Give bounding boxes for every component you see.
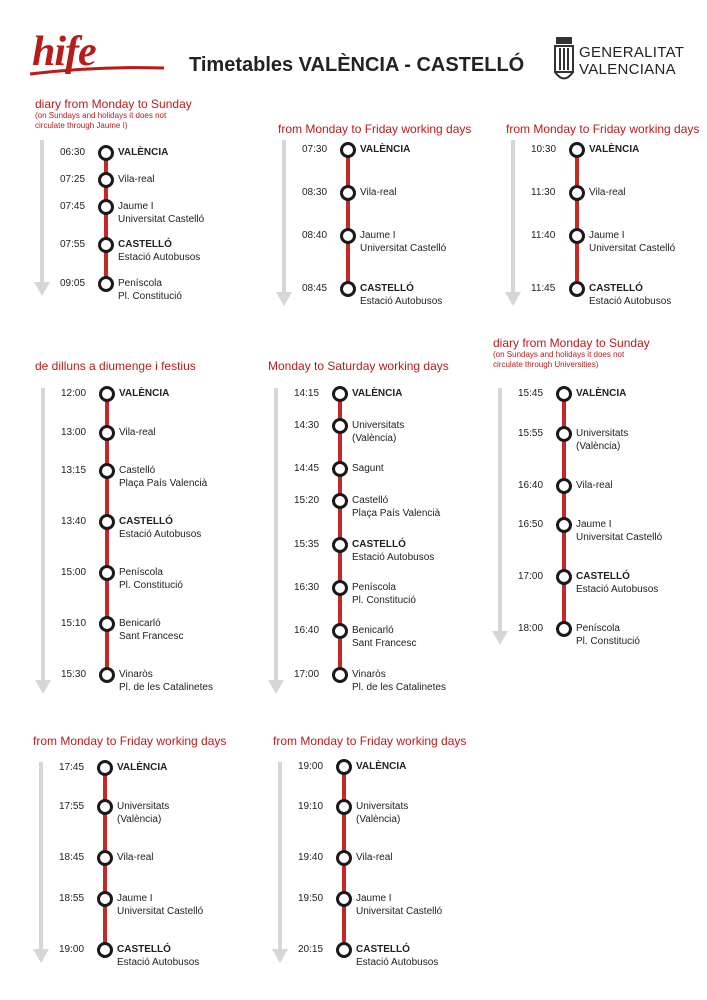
stop-name bbox=[117, 851, 154, 864]
timetable-heading bbox=[35, 359, 196, 373]
stop-name bbox=[117, 892, 203, 918]
arrow-head bbox=[492, 631, 508, 645]
stop-marker-icon bbox=[569, 142, 585, 158]
generalitat-logo bbox=[553, 35, 683, 87]
stop-name-main: VALÈNCIA bbox=[576, 388, 627, 399]
stop-name-sub: Estació Autobusos bbox=[117, 957, 200, 968]
stop-name-main: CASTELLÓ bbox=[119, 516, 173, 527]
stop-name-sub: Universitat Castelló bbox=[576, 532, 663, 543]
stop-name bbox=[356, 800, 408, 826]
stop-marker-icon bbox=[97, 760, 113, 776]
stop-marker-icon bbox=[98, 145, 114, 161]
stop-name-sub: Universitat Castelló bbox=[117, 906, 204, 917]
stop-name-sub: (València) bbox=[576, 441, 621, 452]
stop-marker-icon bbox=[98, 276, 114, 292]
timetable-heading bbox=[493, 336, 650, 370]
stop-time: 19:50 bbox=[298, 893, 324, 904]
stop-marker-icon bbox=[97, 891, 113, 907]
stop-name-sub: Estació Autobusos bbox=[352, 552, 435, 563]
stop-name bbox=[117, 800, 169, 826]
stop-name-main: Peníscola bbox=[119, 567, 163, 578]
stop-time: 08:30 bbox=[302, 187, 328, 198]
stop-name-main: Vila-real bbox=[119, 427, 156, 438]
stop-marker-icon bbox=[556, 386, 572, 402]
stop-marker-icon bbox=[569, 185, 585, 201]
stop-name bbox=[589, 186, 626, 199]
stop-name bbox=[576, 570, 658, 596]
stop-marker-icon bbox=[336, 799, 352, 815]
page-title: Timetables VALÈNCIA - CASTELLÓ bbox=[189, 54, 525, 76]
arrow-head bbox=[34, 282, 50, 296]
stop-name-main: VALÈNCIA bbox=[360, 144, 411, 155]
stop-time: 13:00 bbox=[61, 427, 87, 438]
stop-name-main: VALÈNCIA bbox=[589, 144, 640, 155]
stop-time: 08:45 bbox=[302, 283, 328, 294]
stop-name-main: Vila-real bbox=[360, 187, 397, 198]
stop-name-sub: Estació Autobusos bbox=[589, 296, 672, 307]
stop-time: 17:45 bbox=[59, 762, 85, 773]
stop-name-sub: Universitat Castelló bbox=[356, 906, 443, 917]
stop-marker-icon bbox=[336, 891, 352, 907]
stop-name-main: Vila-real bbox=[356, 852, 393, 863]
stop-name bbox=[360, 229, 446, 255]
arrow-shaft bbox=[278, 762, 282, 951]
stop-time: 13:40 bbox=[61, 516, 87, 527]
timetable-heading bbox=[33, 734, 226, 748]
stop-name-sub: Pl. Constitució bbox=[352, 595, 416, 606]
stop-name-main: Vinaròs bbox=[352, 669, 386, 680]
stop-name-main: Castelló bbox=[352, 495, 389, 506]
stop-marker-icon bbox=[340, 142, 356, 158]
stop-name-main: CASTELLÓ bbox=[117, 944, 171, 955]
stop-name bbox=[118, 146, 168, 159]
stop-name-sub: Pl. de les Catalinetes bbox=[352, 682, 446, 693]
stop-time: 07:45 bbox=[60, 201, 86, 212]
stop-name-main: CASTELLÓ bbox=[118, 239, 172, 250]
stop-marker-icon bbox=[98, 237, 114, 253]
stop-name bbox=[119, 566, 183, 592]
stop-time: 16:50 bbox=[518, 519, 544, 530]
arrow-shaft bbox=[39, 762, 43, 951]
stop-name-sub: Estació Autobusos bbox=[576, 584, 659, 595]
stop-name bbox=[119, 515, 201, 541]
stop-name-main: Jaume I bbox=[360, 230, 396, 241]
stop-marker-icon bbox=[556, 426, 572, 442]
stop-time: 20:15 bbox=[298, 944, 324, 955]
stop-marker-icon bbox=[556, 478, 572, 494]
timetable-heading bbox=[278, 122, 471, 136]
stop-marker-icon bbox=[569, 281, 585, 297]
route-line bbox=[346, 150, 350, 289]
stop-time: 16:40 bbox=[294, 625, 320, 636]
stop-name bbox=[119, 464, 207, 490]
timetable-heading bbox=[35, 97, 192, 131]
stop-name-main: Benicarló bbox=[119, 618, 161, 629]
stop-name bbox=[118, 173, 155, 186]
stop-marker-icon bbox=[99, 565, 115, 581]
stop-time: 17:00 bbox=[518, 571, 544, 582]
stop-name-main: CASTELLÓ bbox=[352, 539, 406, 550]
stop-name-main: VALÈNCIA bbox=[118, 147, 169, 158]
stop-name bbox=[356, 851, 393, 864]
stop-name bbox=[118, 238, 200, 264]
stop-name-sub: Pl. Constitució bbox=[118, 291, 182, 302]
stop-marker-icon bbox=[340, 185, 356, 201]
timetable-title: diary from Monday to Sunday bbox=[35, 97, 192, 111]
timetable-note: circulate through Jaume I) bbox=[35, 121, 128, 130]
arrow-head bbox=[35, 680, 51, 694]
stop-name bbox=[352, 462, 384, 475]
stop-name-sub: Universitat Castelló bbox=[118, 214, 205, 225]
stop-marker-icon bbox=[336, 759, 352, 775]
timetable-heading bbox=[268, 359, 449, 373]
stop-name bbox=[589, 229, 675, 255]
stop-time: 16:40 bbox=[518, 480, 544, 491]
stop-name-main: Jaume I bbox=[356, 893, 392, 904]
stop-marker-icon bbox=[556, 569, 572, 585]
stop-name-main: VALÈNCIA bbox=[352, 388, 403, 399]
stop-name bbox=[117, 761, 167, 774]
stop-time: 11:45 bbox=[531, 283, 556, 294]
stop-time: 06:30 bbox=[60, 147, 86, 158]
stop-name-sub: Pl. Constitució bbox=[576, 636, 640, 647]
stop-name-main: VALÈNCIA bbox=[356, 761, 407, 772]
stop-marker-icon bbox=[556, 517, 572, 533]
stop-name-sub: (València) bbox=[356, 814, 401, 825]
arrow-head bbox=[33, 949, 49, 963]
stop-name-main: CASTELLÓ bbox=[356, 944, 410, 955]
timetable-title: from Monday to Friday working days bbox=[273, 734, 467, 748]
stop-name-main: CASTELLÓ bbox=[576, 571, 630, 582]
stop-name-main: Benicarló bbox=[352, 625, 394, 636]
arrow-shaft bbox=[498, 388, 502, 633]
stop-time: 19:40 bbox=[298, 852, 324, 863]
stop-name-sub: Estació Autobusos bbox=[356, 957, 439, 968]
stop-marker-icon bbox=[332, 418, 348, 434]
stop-time: 13:15 bbox=[61, 465, 87, 476]
timetable-title: from Monday to Friday working days bbox=[33, 734, 227, 748]
stop-time: 18:45 bbox=[59, 852, 85, 863]
stop-name bbox=[589, 143, 639, 156]
stop-name bbox=[119, 617, 183, 643]
stop-name-main: Universitats bbox=[356, 801, 409, 812]
stop-marker-icon bbox=[99, 425, 115, 441]
stop-name-main: Vila-real bbox=[117, 852, 154, 863]
stop-marker-icon bbox=[340, 228, 356, 244]
stop-time: 08:40 bbox=[302, 230, 328, 241]
stop-name bbox=[119, 668, 213, 694]
stop-marker-icon bbox=[99, 616, 115, 632]
stop-name bbox=[352, 668, 446, 694]
timetable-title: from Monday to Friday working days bbox=[278, 122, 472, 136]
stop-marker-icon bbox=[99, 463, 115, 479]
stop-name-main: Jaume I bbox=[117, 893, 153, 904]
stop-name bbox=[352, 387, 402, 400]
stop-name bbox=[360, 282, 442, 308]
stop-time: 07:25 bbox=[60, 174, 86, 185]
timetable-heading bbox=[273, 734, 466, 748]
arrow-head bbox=[276, 292, 292, 306]
stop-time: 14:45 bbox=[294, 463, 320, 474]
stop-name-main: Vinaròs bbox=[119, 669, 153, 680]
stop-name-sub: Sant Francesc bbox=[119, 631, 184, 642]
stop-time: 07:30 bbox=[302, 144, 328, 155]
stop-time: 19:00 bbox=[59, 944, 85, 955]
arrow-shaft bbox=[511, 140, 515, 294]
stop-name-main: Universitats bbox=[117, 801, 170, 812]
stop-marker-icon bbox=[332, 537, 348, 553]
stop-marker-icon bbox=[97, 850, 113, 866]
stop-name bbox=[352, 624, 416, 650]
stop-marker-icon bbox=[98, 199, 114, 215]
arrow-shaft bbox=[40, 140, 44, 284]
stop-time: 17:00 bbox=[294, 669, 320, 680]
coat-of-arms-icon bbox=[553, 35, 575, 85]
stop-time: 15:30 bbox=[61, 669, 87, 680]
stop-time: 15:20 bbox=[294, 495, 320, 506]
stop-marker-icon bbox=[98, 172, 114, 188]
gv-name-line1: GENERALITAT bbox=[579, 44, 685, 61]
stop-name-main: CASTELLÓ bbox=[589, 283, 643, 294]
stop-name-main: Peníscola bbox=[118, 278, 162, 289]
stop-name bbox=[119, 426, 156, 439]
stop-marker-icon bbox=[336, 942, 352, 958]
stop-name-sub: Sant Francesc bbox=[352, 638, 417, 649]
stop-name bbox=[589, 282, 671, 308]
stop-name-main: Vila-real bbox=[118, 174, 155, 185]
stop-name-main: CASTELLÓ bbox=[360, 283, 414, 294]
stop-name-main: Jaume I bbox=[576, 519, 612, 530]
stop-time: 16:30 bbox=[294, 582, 320, 593]
stop-name-sub: Estació Autobusos bbox=[119, 529, 202, 540]
route-line bbox=[575, 150, 579, 289]
stop-marker-icon bbox=[332, 386, 348, 402]
stop-name bbox=[356, 760, 406, 773]
stop-time: 19:10 bbox=[298, 801, 324, 812]
stop-name bbox=[118, 200, 204, 226]
timetable-note: (on Sundays and holidays it does not bbox=[493, 350, 625, 359]
timetable-note: circulate through Universities) bbox=[493, 360, 599, 369]
stop-marker-icon bbox=[336, 850, 352, 866]
timetable-title: from Monday to Friday working days bbox=[506, 122, 700, 136]
timetable-note: (on Sundays and holidays it does not bbox=[35, 111, 167, 120]
arrow-shaft bbox=[282, 140, 286, 294]
stop-name bbox=[356, 892, 442, 918]
stop-time: 14:30 bbox=[294, 420, 320, 431]
stop-name bbox=[576, 518, 662, 544]
stop-time: 18:55 bbox=[59, 893, 85, 904]
stop-marker-icon bbox=[569, 228, 585, 244]
stop-marker-icon bbox=[332, 461, 348, 477]
stop-time: 15:10 bbox=[61, 618, 87, 629]
stop-time: 15:35 bbox=[294, 539, 320, 550]
stop-name-main: Sagunt bbox=[352, 463, 384, 474]
arrow-head bbox=[268, 680, 284, 694]
stop-time: 14:15 bbox=[294, 388, 320, 399]
stop-name bbox=[352, 581, 416, 607]
stop-time: 17:55 bbox=[59, 801, 85, 812]
stop-name-sub: Estació Autobusos bbox=[118, 252, 201, 263]
stop-name bbox=[356, 943, 438, 969]
stop-marker-icon bbox=[99, 514, 115, 530]
stop-marker-icon bbox=[97, 799, 113, 815]
stop-time: 18:00 bbox=[518, 623, 544, 634]
stop-name-main: Vila-real bbox=[589, 187, 626, 198]
stop-name bbox=[360, 143, 410, 156]
stop-marker-icon bbox=[340, 281, 356, 297]
timetable-title: diary from Monday to Sunday bbox=[493, 336, 650, 350]
stop-time: 11:40 bbox=[531, 230, 556, 241]
stop-name-main: Peníscola bbox=[352, 582, 396, 593]
stop-name bbox=[118, 277, 182, 303]
stop-marker-icon bbox=[332, 623, 348, 639]
stop-time: 09:05 bbox=[60, 278, 86, 289]
stop-name bbox=[576, 387, 626, 400]
timetable-heading bbox=[506, 122, 699, 136]
stop-name bbox=[576, 622, 640, 648]
stop-time: 10:30 bbox=[531, 144, 557, 155]
stop-time: 12:00 bbox=[61, 388, 87, 399]
stop-time: 15:55 bbox=[518, 428, 544, 439]
stop-name-main: VALÈNCIA bbox=[119, 388, 170, 399]
stop-name-sub: Estació Autobusos bbox=[360, 296, 443, 307]
stop-name bbox=[119, 387, 169, 400]
stop-name bbox=[352, 538, 434, 564]
stop-name-main: Peníscola bbox=[576, 623, 620, 634]
stop-name bbox=[117, 943, 199, 969]
stop-marker-icon bbox=[99, 667, 115, 683]
stop-name-main: Universitats bbox=[576, 428, 629, 439]
stop-time: 15:00 bbox=[61, 567, 87, 578]
stop-time: 11:30 bbox=[531, 187, 556, 198]
stop-marker-icon bbox=[332, 667, 348, 683]
stop-time: 07:55 bbox=[60, 239, 86, 250]
timetable-title: de dilluns a diumenge i festius bbox=[35, 359, 196, 373]
stop-marker-icon bbox=[99, 386, 115, 402]
stop-name-sub: Pl. Constitució bbox=[119, 580, 183, 591]
stop-name-sub: Universitat Castelló bbox=[360, 243, 447, 254]
stop-marker-icon bbox=[332, 493, 348, 509]
stop-name bbox=[576, 479, 613, 492]
arrow-shaft bbox=[274, 388, 278, 682]
stop-name-sub: (València) bbox=[352, 433, 397, 444]
stop-name-main: Jaume I bbox=[118, 201, 154, 212]
stop-name-sub: (València) bbox=[117, 814, 162, 825]
stop-name bbox=[352, 419, 404, 445]
stop-time: 19:00 bbox=[298, 761, 324, 772]
gv-name-line2: VALENCIANA bbox=[579, 61, 676, 78]
stop-time: 15:45 bbox=[518, 388, 544, 399]
stop-name-main: VALÈNCIA bbox=[117, 762, 168, 773]
stop-name-sub: Plaça País Valencià bbox=[352, 508, 441, 519]
stop-name bbox=[576, 427, 628, 453]
hife-logo bbox=[28, 28, 168, 80]
stop-name-sub: Plaça País Valencià bbox=[119, 478, 208, 489]
stop-name-sub: Pl. de les Catalinetes bbox=[119, 682, 213, 693]
timetable-title: Monday to Saturday working days bbox=[268, 359, 449, 373]
stop-name-main: Universitats bbox=[352, 420, 405, 431]
arrow-shaft bbox=[41, 388, 45, 682]
stop-name-main: Castelló bbox=[119, 465, 156, 476]
stop-name-main: Vila-real bbox=[576, 480, 613, 491]
arrow-head bbox=[505, 292, 521, 306]
stop-name-sub: Universitat Castelló bbox=[589, 243, 676, 254]
hife-logo-text: hife bbox=[32, 29, 96, 75]
stop-name-main: Jaume I bbox=[589, 230, 625, 241]
stop-name bbox=[352, 494, 440, 520]
arrow-head bbox=[272, 949, 288, 963]
stop-marker-icon bbox=[556, 621, 572, 637]
stop-marker-icon bbox=[332, 580, 348, 596]
stop-name bbox=[360, 186, 397, 199]
stop-marker-icon bbox=[97, 942, 113, 958]
